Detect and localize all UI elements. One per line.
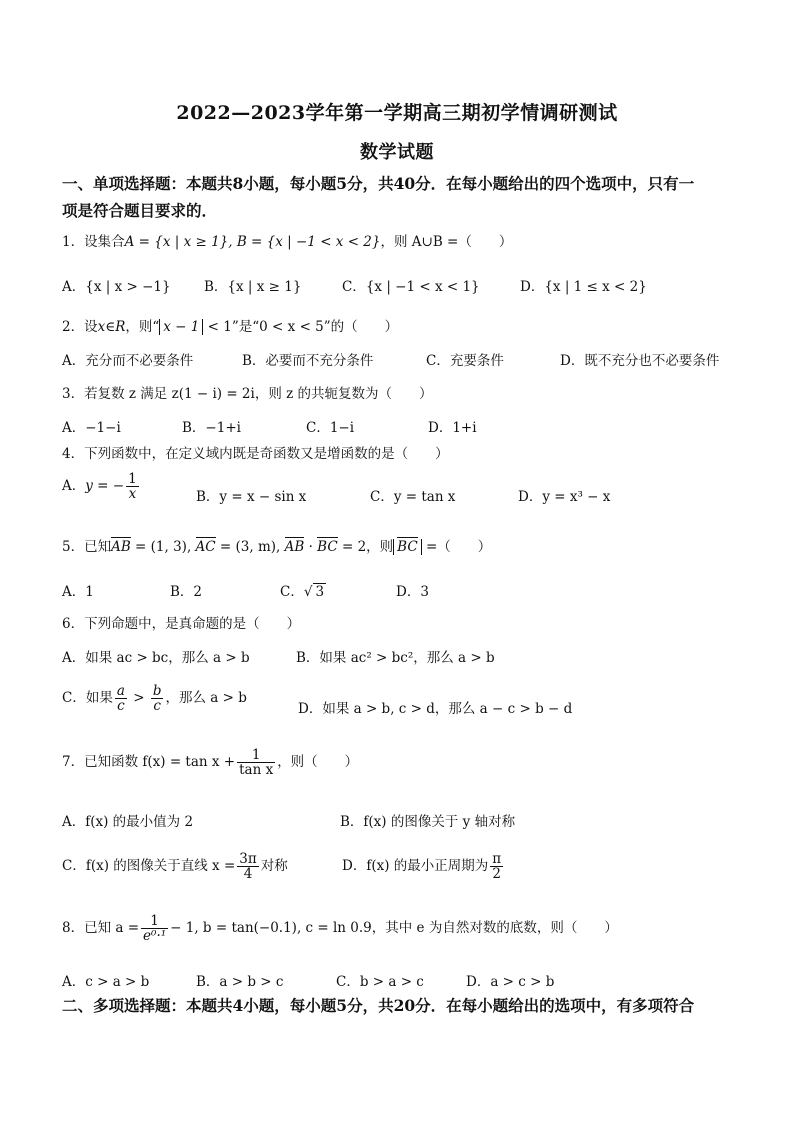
q4-option-b[interactable]: B．y = x − sin x bbox=[196, 489, 307, 505]
q2-option-c[interactable]: C．充要条件 bbox=[426, 353, 504, 369]
q3-option-a[interactable]: A．−1−i bbox=[62, 420, 121, 436]
q5-suffix: =（ ） bbox=[421, 539, 492, 555]
q3-option-c[interactable]: C．1−i bbox=[306, 420, 355, 436]
q4-option-c[interactable]: C．y = tan x bbox=[370, 489, 456, 505]
q5-dot: · bbox=[304, 539, 318, 555]
q4-a-num: 1 bbox=[128, 471, 137, 487]
section-header-line-1: 一、单项选择题：本题共8小题，每小题5分，共40分．在每小题给出的四个选项中，只有一 bbox=[62, 174, 695, 193]
q1-set-b: , B = {x | −1 < x < 2} bbox=[228, 234, 381, 250]
q6-c-fraction-2 bbox=[151, 684, 164, 713]
q4-a-lhs: y = − bbox=[85, 478, 125, 495]
q4-a-label: A． bbox=[62, 478, 86, 495]
q6-option-b[interactable]: B．如果 ac² > bc²，那么 a > b bbox=[296, 650, 495, 666]
q1-option-a[interactable]: A．{x | x > −1} bbox=[62, 279, 171, 295]
q5-vector-ac: AC bbox=[195, 539, 216, 555]
q8-option-d[interactable]: D．a > c > b bbox=[466, 974, 555, 990]
q5-prefix: 5．已知 bbox=[62, 539, 112, 555]
page-subtitle: 数学试题 bbox=[360, 142, 434, 163]
section-header-line-2: 项是符合题目要求的． bbox=[62, 201, 218, 220]
q1-option-c[interactable]: C．{x | −1 < x < 1} bbox=[342, 279, 480, 295]
q8-option-c[interactable]: C．b > a > c bbox=[336, 974, 424, 990]
q1-suffix: ，则 A∪B =（ ） bbox=[380, 234, 513, 250]
question-8-stem bbox=[62, 914, 618, 943]
q5-vector-ab-2: AB bbox=[284, 539, 305, 555]
q6-c-d1: c bbox=[117, 698, 125, 715]
q7-c-prefix: C．f(x) 的图像关于直线 x = bbox=[62, 858, 236, 875]
q6-c-n1: a bbox=[116, 683, 125, 699]
section-multi-choice-header: 二、多项选择题：本题共4小题，每小题5分，共20分．在每小题给出的选项中，有多项符合 bbox=[62, 996, 695, 1015]
q1-set-a: A = {x | x ≥ 1} bbox=[124, 234, 229, 250]
q5-c-label: C． bbox=[280, 584, 304, 600]
q5-vector-bc: BC bbox=[317, 539, 338, 555]
q5-ac-value: = (3, m), bbox=[215, 539, 285, 555]
q5-c-radicand: 3 bbox=[315, 584, 325, 600]
q2-option-a[interactable]: A．充分而不必要条件 bbox=[62, 353, 194, 369]
q7-option-d[interactable] bbox=[342, 852, 505, 881]
q6-option-d[interactable]: D．如果 a > b, c > d，那么 a − c > b − d bbox=[298, 701, 573, 717]
q2-var: x∈R bbox=[97, 319, 126, 335]
sqrt-icon: √ bbox=[303, 584, 313, 600]
question-1-stem bbox=[62, 230, 512, 250]
q8-fraction bbox=[141, 914, 168, 943]
q6-c-gt: > bbox=[128, 690, 149, 707]
q4-option-a[interactable] bbox=[62, 472, 141, 501]
q6-c-suffix: ，那么 a > b bbox=[165, 690, 247, 707]
q6-c-label: C．如果 bbox=[62, 690, 113, 707]
q7-den: tan x bbox=[239, 762, 274, 779]
q6-c-fraction-1 bbox=[115, 684, 127, 713]
q5-option-a[interactable]: A．1 bbox=[62, 584, 94, 600]
q7-suffix: ，则（ ） bbox=[277, 754, 359, 771]
q7-option-b[interactable]: B．f(x) 的图像关于 y 轴对称 bbox=[340, 814, 516, 830]
q2-mid2: < 1”是“0 < x < 5”的（ ） bbox=[203, 319, 399, 335]
q2-option-b[interactable]: B．必要而不充分条件 bbox=[242, 353, 374, 369]
q2-option-d[interactable]: D．既不充分也不必要条件 bbox=[560, 353, 720, 369]
q5-vector-bc-abs: BC bbox=[397, 539, 418, 555]
q7-c-suffix: 对称 bbox=[260, 858, 288, 875]
q8-den: e⁰·¹ bbox=[143, 928, 167, 945]
page-title: 2022—2023学年第一学期高三期初学情调研测试 bbox=[176, 102, 618, 124]
q8-option-a[interactable]: A．c > a > b bbox=[62, 974, 150, 990]
q7-option-a[interactable]: A．f(x) 的最小值为 2 bbox=[62, 814, 194, 830]
q7-c-den: 4 bbox=[243, 866, 253, 883]
q5-option-c[interactable] bbox=[280, 580, 326, 600]
q1-option-d[interactable]: D．{x | 1 ≤ x < 2} bbox=[520, 279, 647, 295]
q7-fraction bbox=[237, 748, 275, 777]
q7-d-num: π bbox=[492, 851, 502, 867]
question-3-stem: 3．若复数 z 满足 z(1 − i) = 2i，则 z 的共轭复数为（ ） bbox=[62, 386, 433, 402]
q2-mid1: ，则“ bbox=[125, 319, 160, 335]
q7-c-fraction bbox=[237, 852, 258, 881]
q6-c-d2: c bbox=[153, 698, 161, 715]
q1-option-b[interactable]: B．{x | x ≥ 1} bbox=[204, 279, 302, 295]
question-6-stem: 6．下列命题中，是真命题的是（ ） bbox=[62, 616, 301, 632]
q5-eq-val: = 2，则 bbox=[337, 539, 394, 555]
question-7-stem bbox=[62, 748, 358, 777]
q5-option-b[interactable]: B．2 bbox=[170, 584, 203, 600]
q7-num: 1 bbox=[237, 748, 275, 763]
question-2-stem bbox=[62, 315, 398, 335]
question-4-stem: 4．下列函数中，在定义域内既是奇函数又是增函数的是（ ） bbox=[62, 446, 449, 462]
q7-d-fraction bbox=[490, 852, 503, 881]
q7-prefix: 7．已知函数 f(x) = tan x + bbox=[62, 754, 236, 771]
q5-vector-ab: AB bbox=[111, 539, 131, 555]
q6-c-n2: b bbox=[152, 683, 162, 699]
q2-prefix: 2．设 bbox=[62, 319, 98, 335]
q4-a-den: x bbox=[128, 486, 137, 503]
q3-option-d[interactable]: D．1+i bbox=[428, 420, 477, 436]
section-single-choice-header bbox=[62, 170, 738, 224]
q2-abs-expr: x − 1 bbox=[159, 319, 203, 335]
q7-d-prefix: D．f(x) 的最小正周期为 bbox=[342, 858, 489, 875]
q8-prefix: 8．已知 a = bbox=[62, 920, 140, 937]
q1-prefix: 1．设集合 bbox=[62, 234, 125, 250]
question-5-stem bbox=[62, 535, 491, 555]
q6-option-c[interactable] bbox=[62, 684, 247, 713]
q8-suffix: − 1, b = tan(−0.1), c = ln 0.9，其中 e 为自然对数的底数，则（ ） bbox=[170, 920, 618, 937]
q8-num: 1 bbox=[141, 914, 168, 929]
q5-option-d[interactable]: D．3 bbox=[396, 584, 429, 600]
q6-option-a[interactable]: A．如果 ac > bc，那么 a > b bbox=[62, 650, 250, 666]
q7-c-num: 3π bbox=[239, 851, 257, 867]
q3-option-b[interactable]: B．−1+i bbox=[182, 420, 241, 436]
q7-option-c[interactable] bbox=[62, 852, 288, 881]
q8-option-b[interactable]: B．a > b > c bbox=[196, 974, 284, 990]
q7-d-den: 2 bbox=[492, 866, 501, 883]
q4-option-d[interactable]: D．y = x³ − x bbox=[518, 489, 611, 505]
q5-ab-value: = (1, 3), bbox=[130, 539, 196, 555]
q4-a-fraction bbox=[126, 472, 139, 501]
